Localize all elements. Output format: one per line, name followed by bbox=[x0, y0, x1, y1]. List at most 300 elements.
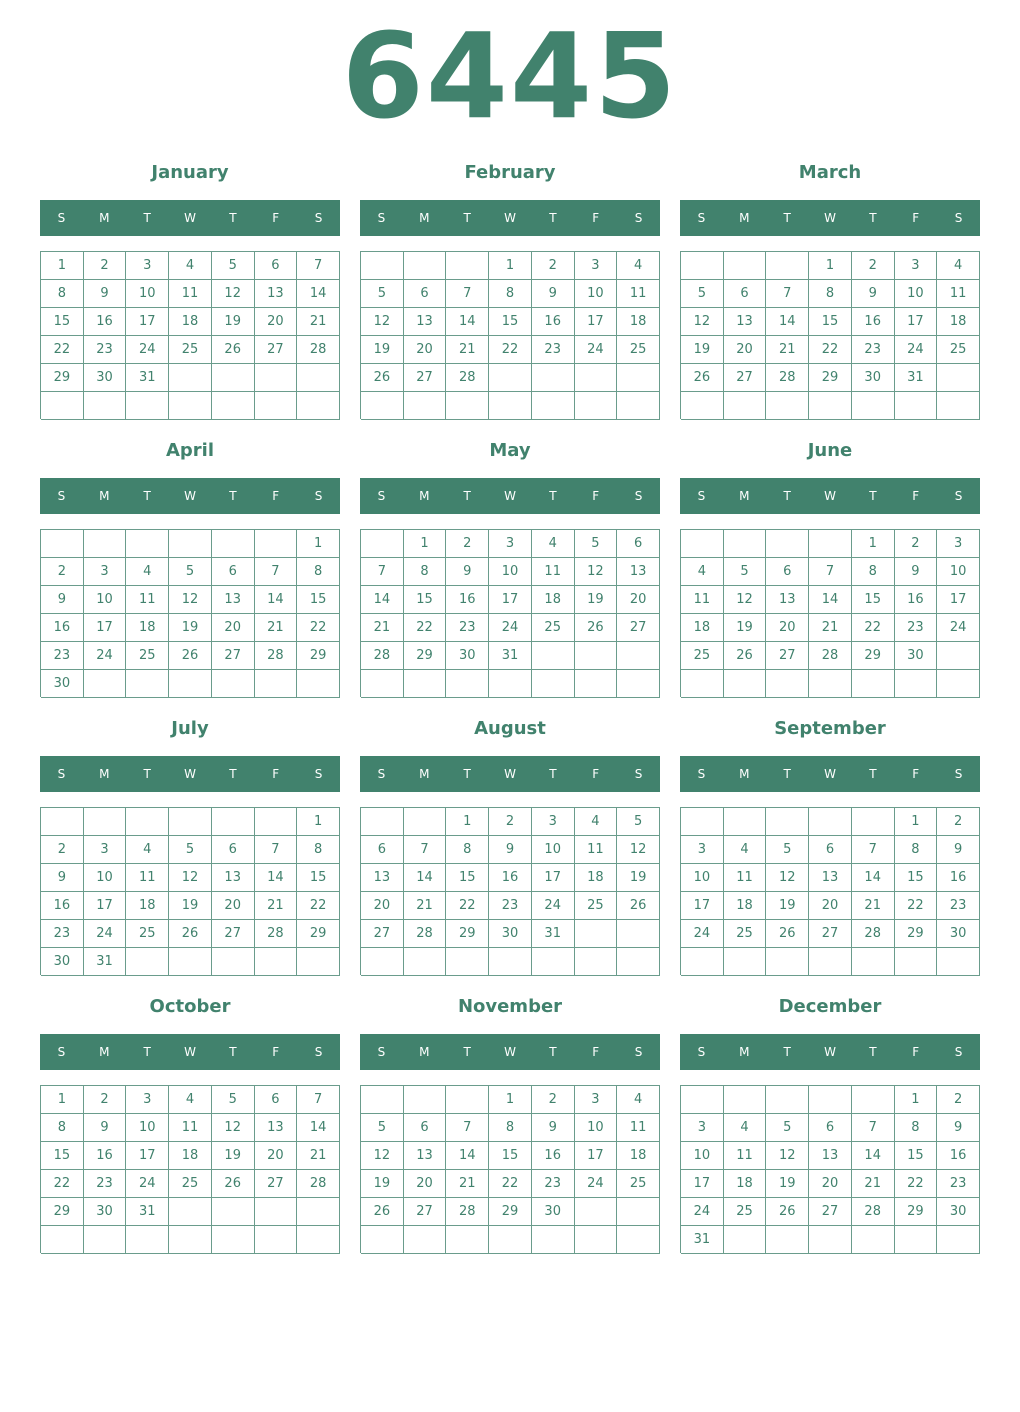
day-cell: 29 bbox=[404, 642, 447, 670]
empty-day-cell bbox=[169, 1226, 212, 1254]
day-cell: 23 bbox=[852, 336, 895, 364]
day-cell: 29 bbox=[41, 364, 84, 392]
weekday-label: S bbox=[697, 1045, 706, 1059]
empty-day-cell bbox=[489, 364, 532, 392]
empty-day-cell bbox=[361, 252, 404, 280]
empty-day-cell bbox=[361, 1086, 404, 1114]
empty-day-cell bbox=[297, 948, 340, 976]
weekday-label: T bbox=[783, 767, 791, 781]
day-cell: 14 bbox=[297, 280, 340, 308]
weekday-label: T bbox=[869, 1045, 877, 1059]
day-cell: 11 bbox=[169, 280, 212, 308]
empty-day-cell bbox=[169, 670, 212, 698]
empty-day-cell bbox=[724, 530, 767, 558]
empty-day-cell bbox=[84, 530, 127, 558]
day-cell: 13 bbox=[212, 864, 255, 892]
empty-day-cell bbox=[766, 1086, 809, 1114]
weekday-label: F bbox=[272, 1045, 280, 1059]
day-cell: 19 bbox=[681, 336, 724, 364]
day-cell: 18 bbox=[724, 892, 767, 920]
empty-day-cell bbox=[937, 1226, 980, 1254]
empty-day-cell bbox=[852, 808, 895, 836]
day-cell: 5 bbox=[724, 558, 767, 586]
day-cell: 19 bbox=[169, 892, 212, 920]
day-cell: 31 bbox=[84, 948, 127, 976]
day-grid bbox=[680, 1085, 980, 1253]
empty-day-cell bbox=[446, 948, 489, 976]
day-cell: 6 bbox=[255, 252, 298, 280]
day-cell: 17 bbox=[126, 1142, 169, 1170]
month-name: July bbox=[171, 718, 209, 739]
empty-day-cell bbox=[852, 670, 895, 698]
day-cell: 15 bbox=[489, 308, 532, 336]
day-cell: 7 bbox=[852, 836, 895, 864]
empty-day-cell bbox=[681, 808, 724, 836]
empty-day-cell bbox=[724, 252, 767, 280]
day-cell: 28 bbox=[361, 642, 404, 670]
day-cell: 27 bbox=[617, 614, 660, 642]
empty-day-cell bbox=[446, 670, 489, 698]
day-cell: 2 bbox=[489, 808, 532, 836]
day-cell: 2 bbox=[84, 252, 127, 280]
empty-day-cell bbox=[446, 1226, 489, 1254]
day-cell: 3 bbox=[84, 558, 127, 586]
weekday-label: S bbox=[377, 767, 386, 781]
day-cell: 6 bbox=[404, 1114, 447, 1142]
empty-day-cell bbox=[937, 392, 980, 420]
day-cell: 9 bbox=[41, 586, 84, 614]
day-cell: 21 bbox=[361, 614, 404, 642]
empty-day-cell bbox=[575, 392, 618, 420]
empty-day-cell bbox=[169, 364, 212, 392]
weekday-label: M bbox=[419, 1045, 430, 1059]
day-cell: 30 bbox=[532, 1198, 575, 1226]
empty-day-cell bbox=[724, 1226, 767, 1254]
day-cell: 19 bbox=[617, 864, 660, 892]
empty-day-cell bbox=[766, 808, 809, 836]
empty-day-cell bbox=[169, 948, 212, 976]
day-cell: 7 bbox=[404, 836, 447, 864]
empty-day-cell bbox=[895, 392, 938, 420]
day-cell: 22 bbox=[297, 614, 340, 642]
day-cell: 25 bbox=[575, 892, 618, 920]
day-cell: 20 bbox=[212, 892, 255, 920]
day-cell: 10 bbox=[895, 280, 938, 308]
day-cell: 29 bbox=[809, 364, 852, 392]
day-cell: 9 bbox=[446, 558, 489, 586]
month-name: May bbox=[489, 440, 531, 461]
day-cell: 7 bbox=[446, 1114, 489, 1142]
empty-day-cell bbox=[532, 670, 575, 698]
day-cell: 20 bbox=[809, 892, 852, 920]
empty-day-cell bbox=[617, 948, 660, 976]
day-grid bbox=[40, 529, 340, 697]
day-cell: 24 bbox=[532, 892, 575, 920]
day-cell: 24 bbox=[84, 642, 127, 670]
day-cell: 23 bbox=[532, 336, 575, 364]
day-cell: 17 bbox=[126, 308, 169, 336]
day-cell: 31 bbox=[126, 1198, 169, 1226]
day-cell: 17 bbox=[895, 308, 938, 336]
day-cell: 8 bbox=[41, 280, 84, 308]
day-cell: 17 bbox=[84, 892, 127, 920]
empty-day-cell bbox=[575, 1226, 618, 1254]
day-cell: 25 bbox=[724, 920, 767, 948]
day-cell: 10 bbox=[489, 558, 532, 586]
weekday-label: T bbox=[783, 1045, 791, 1059]
empty-day-cell bbox=[724, 808, 767, 836]
day-cell: 10 bbox=[681, 864, 724, 892]
day-cell: 11 bbox=[575, 836, 618, 864]
weekday-label: S bbox=[377, 211, 386, 225]
day-cell: 9 bbox=[84, 280, 127, 308]
day-cell: 23 bbox=[84, 336, 127, 364]
day-cell: 4 bbox=[937, 252, 980, 280]
day-cell: 7 bbox=[255, 836, 298, 864]
weekday-label: S bbox=[57, 1045, 66, 1059]
day-cell: 7 bbox=[361, 558, 404, 586]
day-cell: 16 bbox=[937, 864, 980, 892]
day-cell: 1 bbox=[41, 1086, 84, 1114]
empty-day-cell bbox=[809, 670, 852, 698]
day-cell: 12 bbox=[766, 864, 809, 892]
empty-day-cell bbox=[937, 670, 980, 698]
day-cell: 4 bbox=[532, 530, 575, 558]
day-cell: 18 bbox=[617, 1142, 660, 1170]
weekday-label: S bbox=[634, 489, 643, 503]
day-cell: 14 bbox=[446, 308, 489, 336]
empty-day-cell bbox=[532, 948, 575, 976]
day-cell: 27 bbox=[255, 1170, 298, 1198]
empty-day-cell bbox=[169, 808, 212, 836]
day-cell: 24 bbox=[681, 920, 724, 948]
day-cell: 1 bbox=[895, 1086, 938, 1114]
day-grid bbox=[680, 529, 980, 697]
day-cell: 4 bbox=[724, 1114, 767, 1142]
day-cell: 18 bbox=[169, 1142, 212, 1170]
day-cell: 2 bbox=[532, 252, 575, 280]
day-cell: 12 bbox=[212, 280, 255, 308]
empty-day-cell bbox=[809, 948, 852, 976]
day-cell: 22 bbox=[41, 336, 84, 364]
weekday-label: T bbox=[869, 211, 877, 225]
day-cell: 3 bbox=[937, 530, 980, 558]
empty-day-cell bbox=[724, 948, 767, 976]
weekday-label: F bbox=[592, 489, 600, 503]
empty-day-cell bbox=[575, 1198, 618, 1226]
day-cell: 14 bbox=[255, 864, 298, 892]
day-cell: 23 bbox=[84, 1170, 127, 1198]
day-cell: 20 bbox=[724, 336, 767, 364]
day-cell: 4 bbox=[169, 252, 212, 280]
day-cell: 13 bbox=[766, 586, 809, 614]
weekday-label: S bbox=[954, 1045, 963, 1059]
day-cell: 17 bbox=[575, 1142, 618, 1170]
day-cell: 23 bbox=[41, 920, 84, 948]
day-grid bbox=[360, 1085, 660, 1253]
day-cell: 9 bbox=[937, 1114, 980, 1142]
day-cell: 14 bbox=[852, 864, 895, 892]
empty-day-cell bbox=[489, 1226, 532, 1254]
day-cell: 7 bbox=[852, 1114, 895, 1142]
weekday-label: S bbox=[697, 211, 706, 225]
empty-day-cell bbox=[852, 1086, 895, 1114]
day-cell: 4 bbox=[724, 836, 767, 864]
day-cell: 20 bbox=[404, 336, 447, 364]
empty-day-cell bbox=[766, 1226, 809, 1254]
weekday-label: W bbox=[504, 767, 516, 781]
empty-day-cell bbox=[575, 670, 618, 698]
weekday-label: W bbox=[504, 489, 516, 503]
day-cell: 22 bbox=[446, 892, 489, 920]
day-cell: 21 bbox=[446, 336, 489, 364]
weekday-label: W bbox=[184, 211, 196, 225]
day-cell: 25 bbox=[126, 642, 169, 670]
day-cell: 26 bbox=[169, 920, 212, 948]
day-cell: 2 bbox=[41, 836, 84, 864]
day-cell: 25 bbox=[681, 642, 724, 670]
empty-day-cell bbox=[212, 530, 255, 558]
day-cell: 24 bbox=[937, 614, 980, 642]
empty-day-cell bbox=[446, 252, 489, 280]
month-name: February bbox=[464, 162, 556, 183]
day-cell: 5 bbox=[212, 1086, 255, 1114]
day-cell: 8 bbox=[404, 558, 447, 586]
weekday-label: S bbox=[57, 211, 66, 225]
day-cell: 27 bbox=[724, 364, 767, 392]
weekday-header bbox=[360, 478, 660, 514]
weekday-label: F bbox=[272, 767, 280, 781]
day-cell: 19 bbox=[361, 336, 404, 364]
day-cell: 28 bbox=[255, 642, 298, 670]
weekday-label: T bbox=[143, 1045, 151, 1059]
day-cell: 11 bbox=[169, 1114, 212, 1142]
weekday-label: W bbox=[184, 1045, 196, 1059]
day-cell: 8 bbox=[809, 280, 852, 308]
day-cell: 26 bbox=[361, 364, 404, 392]
day-cell: 20 bbox=[809, 1170, 852, 1198]
weekday-label: T bbox=[549, 1045, 557, 1059]
day-cell: 30 bbox=[937, 1198, 980, 1226]
weekday-label: W bbox=[504, 1045, 516, 1059]
day-cell: 13 bbox=[617, 558, 660, 586]
empty-day-cell bbox=[41, 808, 84, 836]
empty-day-cell bbox=[297, 1198, 340, 1226]
day-cell: 20 bbox=[212, 614, 255, 642]
weekday-label: S bbox=[634, 767, 643, 781]
day-cell: 13 bbox=[404, 308, 447, 336]
empty-day-cell bbox=[169, 530, 212, 558]
weekday-label: F bbox=[912, 767, 920, 781]
month-name: December bbox=[778, 996, 882, 1017]
month-name: April bbox=[165, 440, 215, 461]
day-cell: 12 bbox=[681, 308, 724, 336]
day-cell: 11 bbox=[126, 586, 169, 614]
empty-day-cell bbox=[404, 392, 447, 420]
month-name: June bbox=[807, 440, 853, 461]
day-cell: 4 bbox=[169, 1086, 212, 1114]
day-cell: 20 bbox=[361, 892, 404, 920]
day-cell: 12 bbox=[361, 308, 404, 336]
day-cell: 10 bbox=[126, 1114, 169, 1142]
day-cell: 30 bbox=[937, 920, 980, 948]
empty-day-cell bbox=[532, 392, 575, 420]
empty-day-cell bbox=[724, 392, 767, 420]
weekday-label: M bbox=[99, 1045, 110, 1059]
day-cell: 27 bbox=[766, 642, 809, 670]
day-cell: 31 bbox=[895, 364, 938, 392]
day-cell: 30 bbox=[489, 920, 532, 948]
day-cell: 2 bbox=[446, 530, 489, 558]
empty-day-cell bbox=[212, 1198, 255, 1226]
empty-day-cell bbox=[617, 392, 660, 420]
empty-day-cell bbox=[575, 920, 618, 948]
empty-day-cell bbox=[724, 670, 767, 698]
empty-day-cell bbox=[126, 1226, 169, 1254]
day-cell: 1 bbox=[446, 808, 489, 836]
weekday-label: S bbox=[697, 767, 706, 781]
day-cell: 17 bbox=[681, 1170, 724, 1198]
day-cell: 15 bbox=[895, 864, 938, 892]
empty-day-cell bbox=[852, 392, 895, 420]
empty-day-cell bbox=[255, 364, 298, 392]
day-cell: 30 bbox=[84, 1198, 127, 1226]
weekday-label: S bbox=[314, 489, 323, 503]
weekday-label: T bbox=[463, 1045, 471, 1059]
day-cell: 23 bbox=[489, 892, 532, 920]
weekday-label: F bbox=[912, 489, 920, 503]
day-cell: 28 bbox=[297, 1170, 340, 1198]
weekday-label: M bbox=[419, 767, 430, 781]
day-cell: 10 bbox=[681, 1142, 724, 1170]
weekday-label: W bbox=[184, 767, 196, 781]
day-cell: 21 bbox=[297, 308, 340, 336]
empty-day-cell bbox=[937, 642, 980, 670]
day-cell: 21 bbox=[809, 614, 852, 642]
day-cell: 17 bbox=[84, 614, 127, 642]
empty-day-cell bbox=[255, 670, 298, 698]
day-cell: 3 bbox=[575, 1086, 618, 1114]
day-cell: 15 bbox=[489, 1142, 532, 1170]
day-cell: 8 bbox=[297, 558, 340, 586]
empty-day-cell bbox=[361, 392, 404, 420]
empty-day-cell bbox=[297, 392, 340, 420]
day-cell: 7 bbox=[255, 558, 298, 586]
day-cell: 19 bbox=[766, 892, 809, 920]
empty-day-cell bbox=[255, 1226, 298, 1254]
day-cell: 23 bbox=[937, 892, 980, 920]
day-cell: 6 bbox=[361, 836, 404, 864]
day-cell: 19 bbox=[212, 308, 255, 336]
day-cell: 7 bbox=[297, 252, 340, 280]
empty-day-cell bbox=[681, 252, 724, 280]
day-cell: 1 bbox=[297, 808, 340, 836]
day-cell: 4 bbox=[617, 1086, 660, 1114]
empty-day-cell bbox=[681, 670, 724, 698]
empty-day-cell bbox=[41, 530, 84, 558]
day-cell: 11 bbox=[126, 864, 169, 892]
weekday-label: W bbox=[184, 489, 196, 503]
day-cell: 9 bbox=[84, 1114, 127, 1142]
day-cell: 8 bbox=[489, 1114, 532, 1142]
empty-day-cell bbox=[255, 948, 298, 976]
day-cell: 24 bbox=[575, 336, 618, 364]
day-cell: 6 bbox=[809, 836, 852, 864]
empty-day-cell bbox=[617, 920, 660, 948]
empty-day-cell bbox=[532, 364, 575, 392]
day-cell: 5 bbox=[681, 280, 724, 308]
day-cell: 22 bbox=[489, 336, 532, 364]
weekday-label: W bbox=[824, 211, 836, 225]
day-cell: 16 bbox=[446, 586, 489, 614]
day-cell: 21 bbox=[852, 892, 895, 920]
weekday-label: W bbox=[824, 1045, 836, 1059]
day-cell: 9 bbox=[41, 864, 84, 892]
day-cell: 22 bbox=[895, 1170, 938, 1198]
weekday-label: F bbox=[592, 1045, 600, 1059]
weekday-label: S bbox=[954, 489, 963, 503]
day-cell: 11 bbox=[724, 864, 767, 892]
empty-day-cell bbox=[84, 808, 127, 836]
empty-day-cell bbox=[681, 392, 724, 420]
weekday-label: T bbox=[229, 1045, 237, 1059]
empty-day-cell bbox=[809, 392, 852, 420]
empty-day-cell bbox=[766, 670, 809, 698]
day-cell: 26 bbox=[766, 920, 809, 948]
day-cell: 13 bbox=[212, 586, 255, 614]
day-cell: 26 bbox=[212, 1170, 255, 1198]
day-cell: 11 bbox=[532, 558, 575, 586]
empty-day-cell bbox=[617, 642, 660, 670]
day-cell: 25 bbox=[126, 920, 169, 948]
day-grid bbox=[40, 251, 340, 419]
day-cell: 26 bbox=[681, 364, 724, 392]
day-cell: 2 bbox=[41, 558, 84, 586]
weekday-header bbox=[680, 200, 980, 236]
day-cell: 1 bbox=[41, 252, 84, 280]
weekday-label: M bbox=[99, 489, 110, 503]
day-cell: 19 bbox=[766, 1170, 809, 1198]
day-cell: 26 bbox=[575, 614, 618, 642]
empty-day-cell bbox=[404, 670, 447, 698]
weekday-label: T bbox=[783, 489, 791, 503]
day-cell: 7 bbox=[809, 558, 852, 586]
empty-day-cell bbox=[126, 392, 169, 420]
day-cell: 26 bbox=[724, 642, 767, 670]
day-cell: 2 bbox=[84, 1086, 127, 1114]
weekday-label: S bbox=[697, 489, 706, 503]
day-cell: 2 bbox=[532, 1086, 575, 1114]
day-cell: 12 bbox=[724, 586, 767, 614]
weekday-label: S bbox=[57, 489, 66, 503]
day-cell: 22 bbox=[297, 892, 340, 920]
empty-day-cell bbox=[404, 948, 447, 976]
weekday-header bbox=[680, 478, 980, 514]
empty-day-cell bbox=[297, 670, 340, 698]
day-cell: 21 bbox=[255, 892, 298, 920]
day-cell: 28 bbox=[446, 364, 489, 392]
empty-day-cell bbox=[126, 670, 169, 698]
day-cell: 10 bbox=[126, 280, 169, 308]
empty-day-cell bbox=[937, 364, 980, 392]
day-cell: 28 bbox=[446, 1198, 489, 1226]
day-cell: 16 bbox=[84, 308, 127, 336]
empty-day-cell bbox=[617, 364, 660, 392]
day-cell: 3 bbox=[575, 252, 618, 280]
day-cell: 31 bbox=[126, 364, 169, 392]
day-cell: 1 bbox=[809, 252, 852, 280]
month-name: October bbox=[149, 996, 231, 1017]
